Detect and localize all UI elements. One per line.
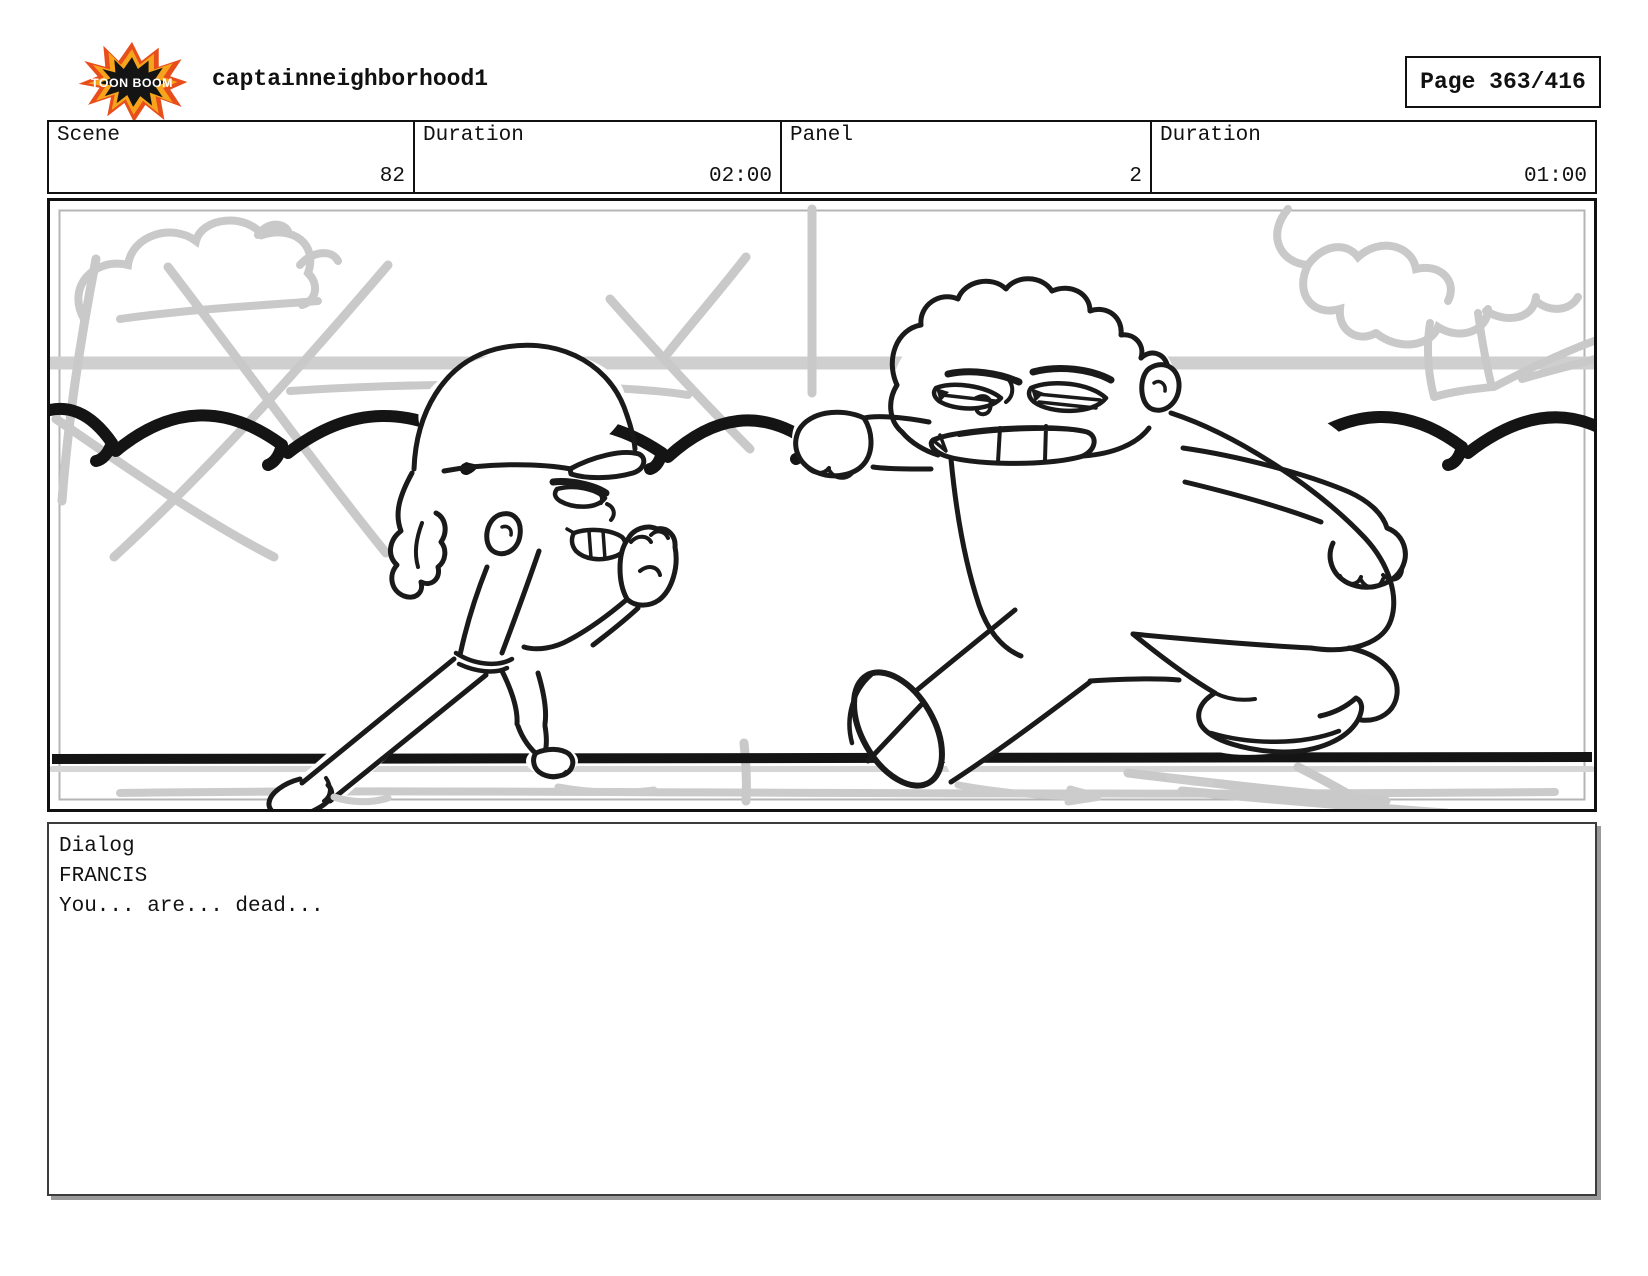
- panel-duration-label: Duration: [1160, 124, 1261, 147]
- dialog-box: [47, 822, 1597, 1196]
- page-number-box: [1405, 56, 1601, 108]
- left-character: [262, 340, 678, 809]
- logo-text: TOON BOOM: [91, 75, 173, 90]
- panel-cell: [782, 122, 1152, 192]
- scene-duration-value: 02:00: [708, 165, 772, 188]
- scene-label: Scene: [57, 124, 121, 147]
- page-number: Page 363/416: [1420, 69, 1586, 95]
- storyboard-panel: [47, 198, 1597, 812]
- scene-value: 82: [379, 165, 405, 188]
- dialog-character: FRANCIS: [59, 865, 148, 888]
- panel-duration-value: 01:00: [1523, 165, 1587, 188]
- toonboom-logo: [73, 40, 191, 124]
- panel-info-table: [47, 120, 1597, 194]
- storyboard-sketch: [50, 201, 1594, 809]
- ground-line: [52, 757, 1592, 759]
- dialog-line: You... are... dead...: [59, 895, 324, 918]
- panel-value: 2: [1129, 165, 1142, 188]
- scene-duration-cell: [415, 122, 782, 192]
- left-character-underlay: [262, 340, 678, 809]
- scene-duration-label: Duration: [423, 124, 524, 147]
- dialog-heading: Dialog: [59, 835, 135, 858]
- panel-label: Panel: [790, 124, 854, 147]
- scene-cell: [49, 122, 415, 192]
- panel-duration-cell: [1152, 122, 1595, 192]
- document-title: captainneighborhood1: [212, 66, 489, 92]
